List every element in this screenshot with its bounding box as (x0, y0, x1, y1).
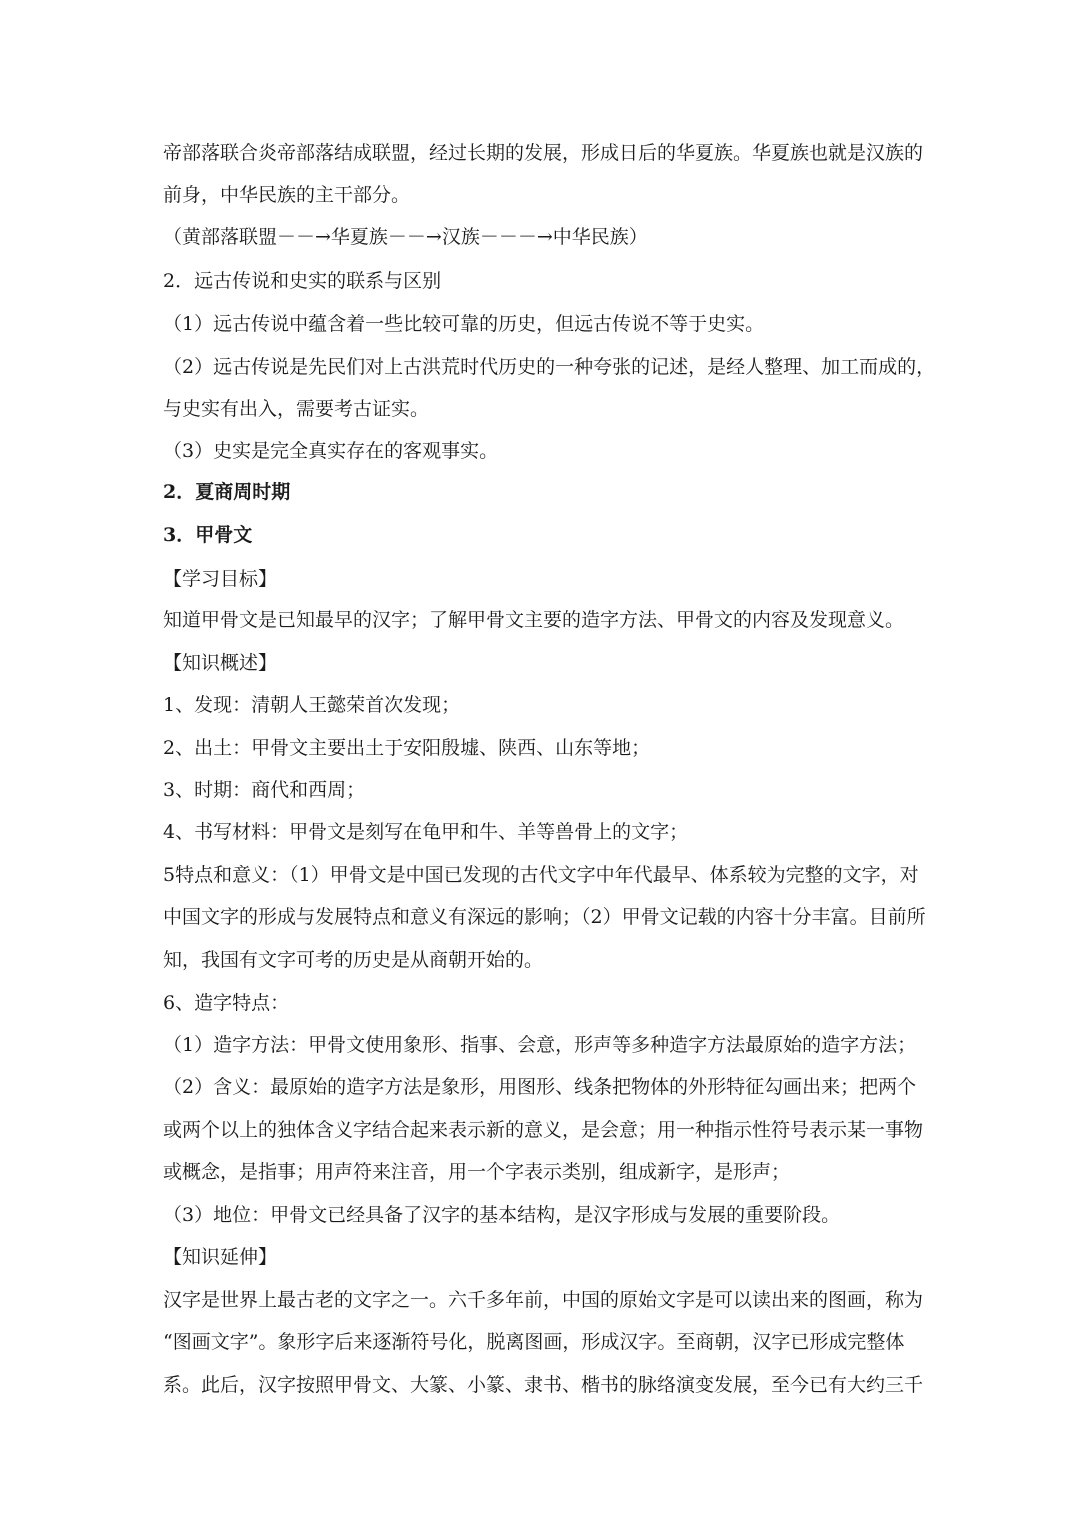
list-item: 1、发现：清朝人王懿荣首次发现； (163, 694, 461, 716)
text-line: 中国文字的形成与发展特点和意义有深远的影响；（2）甲骨文记载的内容十分丰富。目前所 (163, 906, 926, 928)
list-item: 4、书写材料：甲骨文是刻写在龟甲和牛、羊等兽骨上的文字； (163, 821, 689, 843)
section-heading: 2．远古传说和史实的联系与区别 (163, 270, 442, 292)
text-line: 系。此后，汉字按照甲骨文、大篆、小篆、隶书、楷书的脉络演变发展，至今已有大约三千 (163, 1374, 924, 1396)
text-line: 或概念，是指事；用声符来注音，用一个字表示类别，组成新字，是形声； (163, 1161, 791, 1183)
bracket-heading: 【知识延伸】 (163, 1246, 278, 1268)
text-line: （3）地位：甲骨文已经具备了汉字的基本结构，是汉字形成与发展的重要阶段。 (163, 1204, 841, 1226)
text-line: 或两个以上的独体含义字结合起来表示新的意义，是会意；用一种指示性符号表示某一事物 (163, 1119, 924, 1141)
text-line: （2）含义：最原始的造字方法是象形，用图形、线条把物体的外形特征勾画出来；把两个 (163, 1076, 917, 1098)
list-item: 2、出土：甲骨文主要出土于安阳殷墟、陕西、山东等地； (163, 737, 651, 759)
bracket-heading: 【学习目标】 (163, 568, 278, 590)
section-heading: 2．夏商周时期 (163, 481, 291, 503)
text-line: 前身，中华民族的主干部分。 (163, 184, 411, 206)
text-line: 汉字是世界上最古老的文字之一。六千多年前，中国的原始文字是可以读出来的图画，称为 (163, 1289, 924, 1311)
list-item: 3、时期：商代和西周； (163, 779, 366, 801)
text-line: “图画文字”。象形字后来逐渐符号化，脱离图画，形成汉字。至商朝，汉字已形成完整体 (163, 1331, 905, 1353)
text-line: 与史实有出入，需要考古证实。 (163, 398, 430, 420)
text-line: （3）史实是完全真实存在的客观事实。 (163, 440, 499, 462)
section-heading: 3．甲骨文 (163, 524, 253, 546)
list-item: 6、造字特点： (163, 992, 290, 1014)
text-line: （2）远古传说是先民们对上古洪荒时代历史的一种夸张的记述，是经人整理、加工而成的， (163, 356, 936, 378)
list-item: 5特点和意义：（1）甲骨文是中国已发现的古代文字中年代最早、体系较为完整的文字，对 (163, 864, 919, 886)
text-line: 知，我国有文字可考的历史是从商朝开始的。 (163, 949, 544, 971)
text-line: （1）远古传说中蕴含着一些比较可靠的历史，但远古传说不等于史实。 (163, 313, 765, 335)
bracket-heading: 【知识概述】 (163, 652, 278, 674)
text-line: （黄部落联盟－－→华夏族－－→汉族－－－→中华民族） (163, 226, 648, 248)
text-line: 知道甲骨文是已知最早的汉字；了解甲骨文主要的造字方法、甲骨文的内容及发现意义。 (163, 609, 905, 631)
text-line: （1）造字方法：甲骨文使用象形、指事、会意，形声等多种造字方法最原始的造字方法； (163, 1034, 917, 1056)
text-line: 帝部落联合炎帝部落结成联盟，经过长期的发展，形成日后的华夏族。华夏族也就是汉族的 (163, 142, 924, 164)
